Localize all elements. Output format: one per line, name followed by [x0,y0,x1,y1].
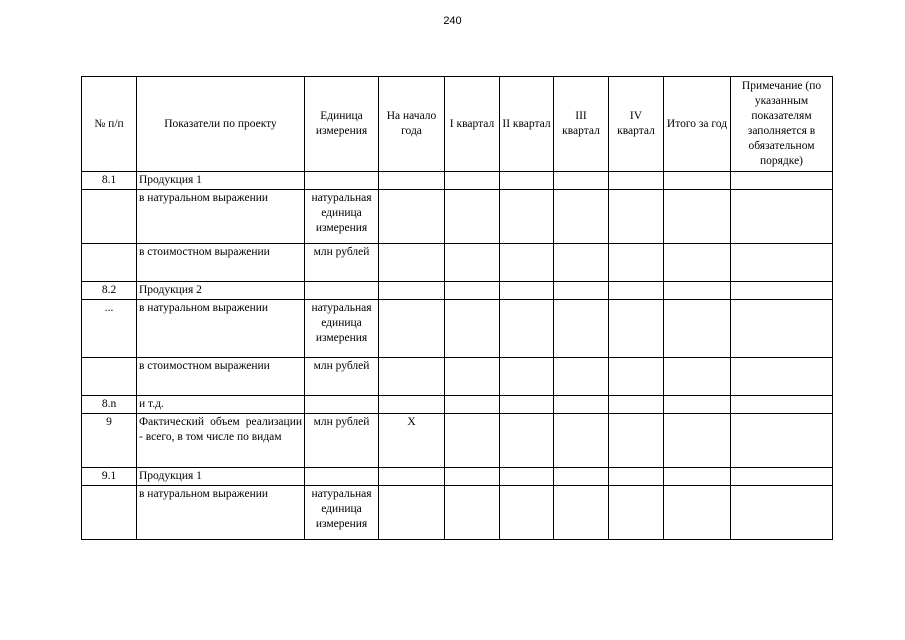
cell-note [731,358,833,396]
row-start [379,358,445,396]
cell-q4 [609,358,664,396]
cell-note [731,300,833,358]
row-number [82,358,137,396]
row-unit: млн рублей [305,414,379,468]
cell-note [731,172,833,190]
table-row [82,486,833,540]
cell-note [731,244,833,282]
cell-q3 [554,486,609,540]
header-cell-number: № п/п [82,77,137,172]
header-cell-q1: I квартал [445,77,500,172]
row-label: и т.д. [137,396,305,414]
cell-q2 [500,396,554,414]
cell-q2 [500,300,554,358]
row-number: 8.2 [82,282,137,300]
header-cell-start-of-year: На начало года [379,77,445,172]
page-number: 240 [443,15,462,27]
row-unit: натуральная единица измерения [305,486,379,540]
cell-total [664,468,731,486]
cell-q2 [500,282,554,300]
cell-q1 [445,468,500,486]
cell-note [731,282,833,300]
cell-q2 [500,358,554,396]
row-start [379,396,445,414]
row-unit [305,396,379,414]
table-row [82,396,833,414]
row-number: ... [82,300,137,358]
cell-q1 [445,486,500,540]
header-cell-q4: IV квартал [609,77,664,172]
row-number: 9.1 [82,468,137,486]
cell-q1 [445,282,500,300]
row-number [82,190,137,244]
cell-note [731,396,833,414]
cell-q4 [609,300,664,358]
row-start [379,190,445,244]
cell-q4 [609,172,664,190]
cell-q3 [554,190,609,244]
cell-note [731,468,833,486]
cell-total [664,396,731,414]
cell-q3 [554,468,609,486]
cell-q3 [554,300,609,358]
row-label: в стоимостном выражении [137,244,305,282]
cell-q4 [609,396,664,414]
row-label: Фактический объем реализации - всего, в том числе по видам [137,414,305,468]
cell-note [731,486,833,540]
cell-q3 [554,172,609,190]
row-label: Продукция 1 [137,468,305,486]
cell-q1 [445,396,500,414]
cell-total [664,486,731,540]
row-number: 8.1 [82,172,137,190]
table-row [82,244,833,282]
header-cell-total: Итого за год [664,77,731,172]
table-header-row [82,77,833,172]
row-start [379,244,445,282]
cell-q3 [554,244,609,282]
cell-q4 [609,244,664,282]
cell-q3 [554,396,609,414]
row-label: в натуральном выражении [137,300,305,358]
cell-q1 [445,300,500,358]
cell-q4 [609,468,664,486]
header-cell-unit: Единица измерения [305,77,379,172]
header-cell-q3: III квартал [554,77,609,172]
cell-q4 [609,282,664,300]
cell-q2 [500,172,554,190]
table-row [82,358,833,396]
cell-q4 [609,190,664,244]
row-unit [305,172,379,190]
cell-q2 [500,468,554,486]
cell-total [664,190,731,244]
cell-total [664,282,731,300]
cell-q4 [609,486,664,540]
table-row [82,172,833,190]
cell-note [731,414,833,468]
row-number [82,486,137,540]
row-start [379,172,445,190]
row-unit [305,282,379,300]
header-cell-q2: II квартал [500,77,554,172]
cell-total [664,414,731,468]
table-row [82,300,833,358]
row-label: в стоимостном выражении [137,358,305,396]
row-start: X [379,414,445,468]
cell-note [731,190,833,244]
header-cell-note: Примечание (по указанным показателям заполняется в обязательном порядке) [731,77,833,172]
table-row [82,190,833,244]
cell-q1 [445,172,500,190]
row-label: в натуральном выражении [137,486,305,540]
cell-q4 [609,414,664,468]
table-row [82,414,833,468]
cell-q3 [554,282,609,300]
row-label: в натуральном выражении [137,190,305,244]
cell-q2 [500,414,554,468]
cell-total [664,300,731,358]
cell-total [664,172,731,190]
cell-q1 [445,358,500,396]
row-unit: млн рублей [305,358,379,396]
row-start [379,282,445,300]
cell-q3 [554,358,609,396]
row-unit: млн рублей [305,244,379,282]
row-unit: натуральная единица измерения [305,300,379,358]
cell-q1 [445,190,500,244]
cell-total [664,244,731,282]
row-number: 9 [82,414,137,468]
row-label: Продукция 2 [137,282,305,300]
row-unit [305,468,379,486]
cell-q1 [445,244,500,282]
cell-q2 [500,244,554,282]
cell-total [664,358,731,396]
row-number: 8.n [82,396,137,414]
table-row [82,282,833,300]
cell-q2 [500,486,554,540]
row-number [82,244,137,282]
cell-q2 [500,190,554,244]
cell-q3 [554,414,609,468]
row-start [379,300,445,358]
row-start [379,486,445,540]
table-row [82,468,833,486]
row-start [379,468,445,486]
row-label: Продукция 1 [137,172,305,190]
header-cell-indicators: Показатели по проекту [137,77,305,172]
cell-q1 [445,414,500,468]
report-table [81,76,833,540]
row-unit: натуральная единица измерения [305,190,379,244]
